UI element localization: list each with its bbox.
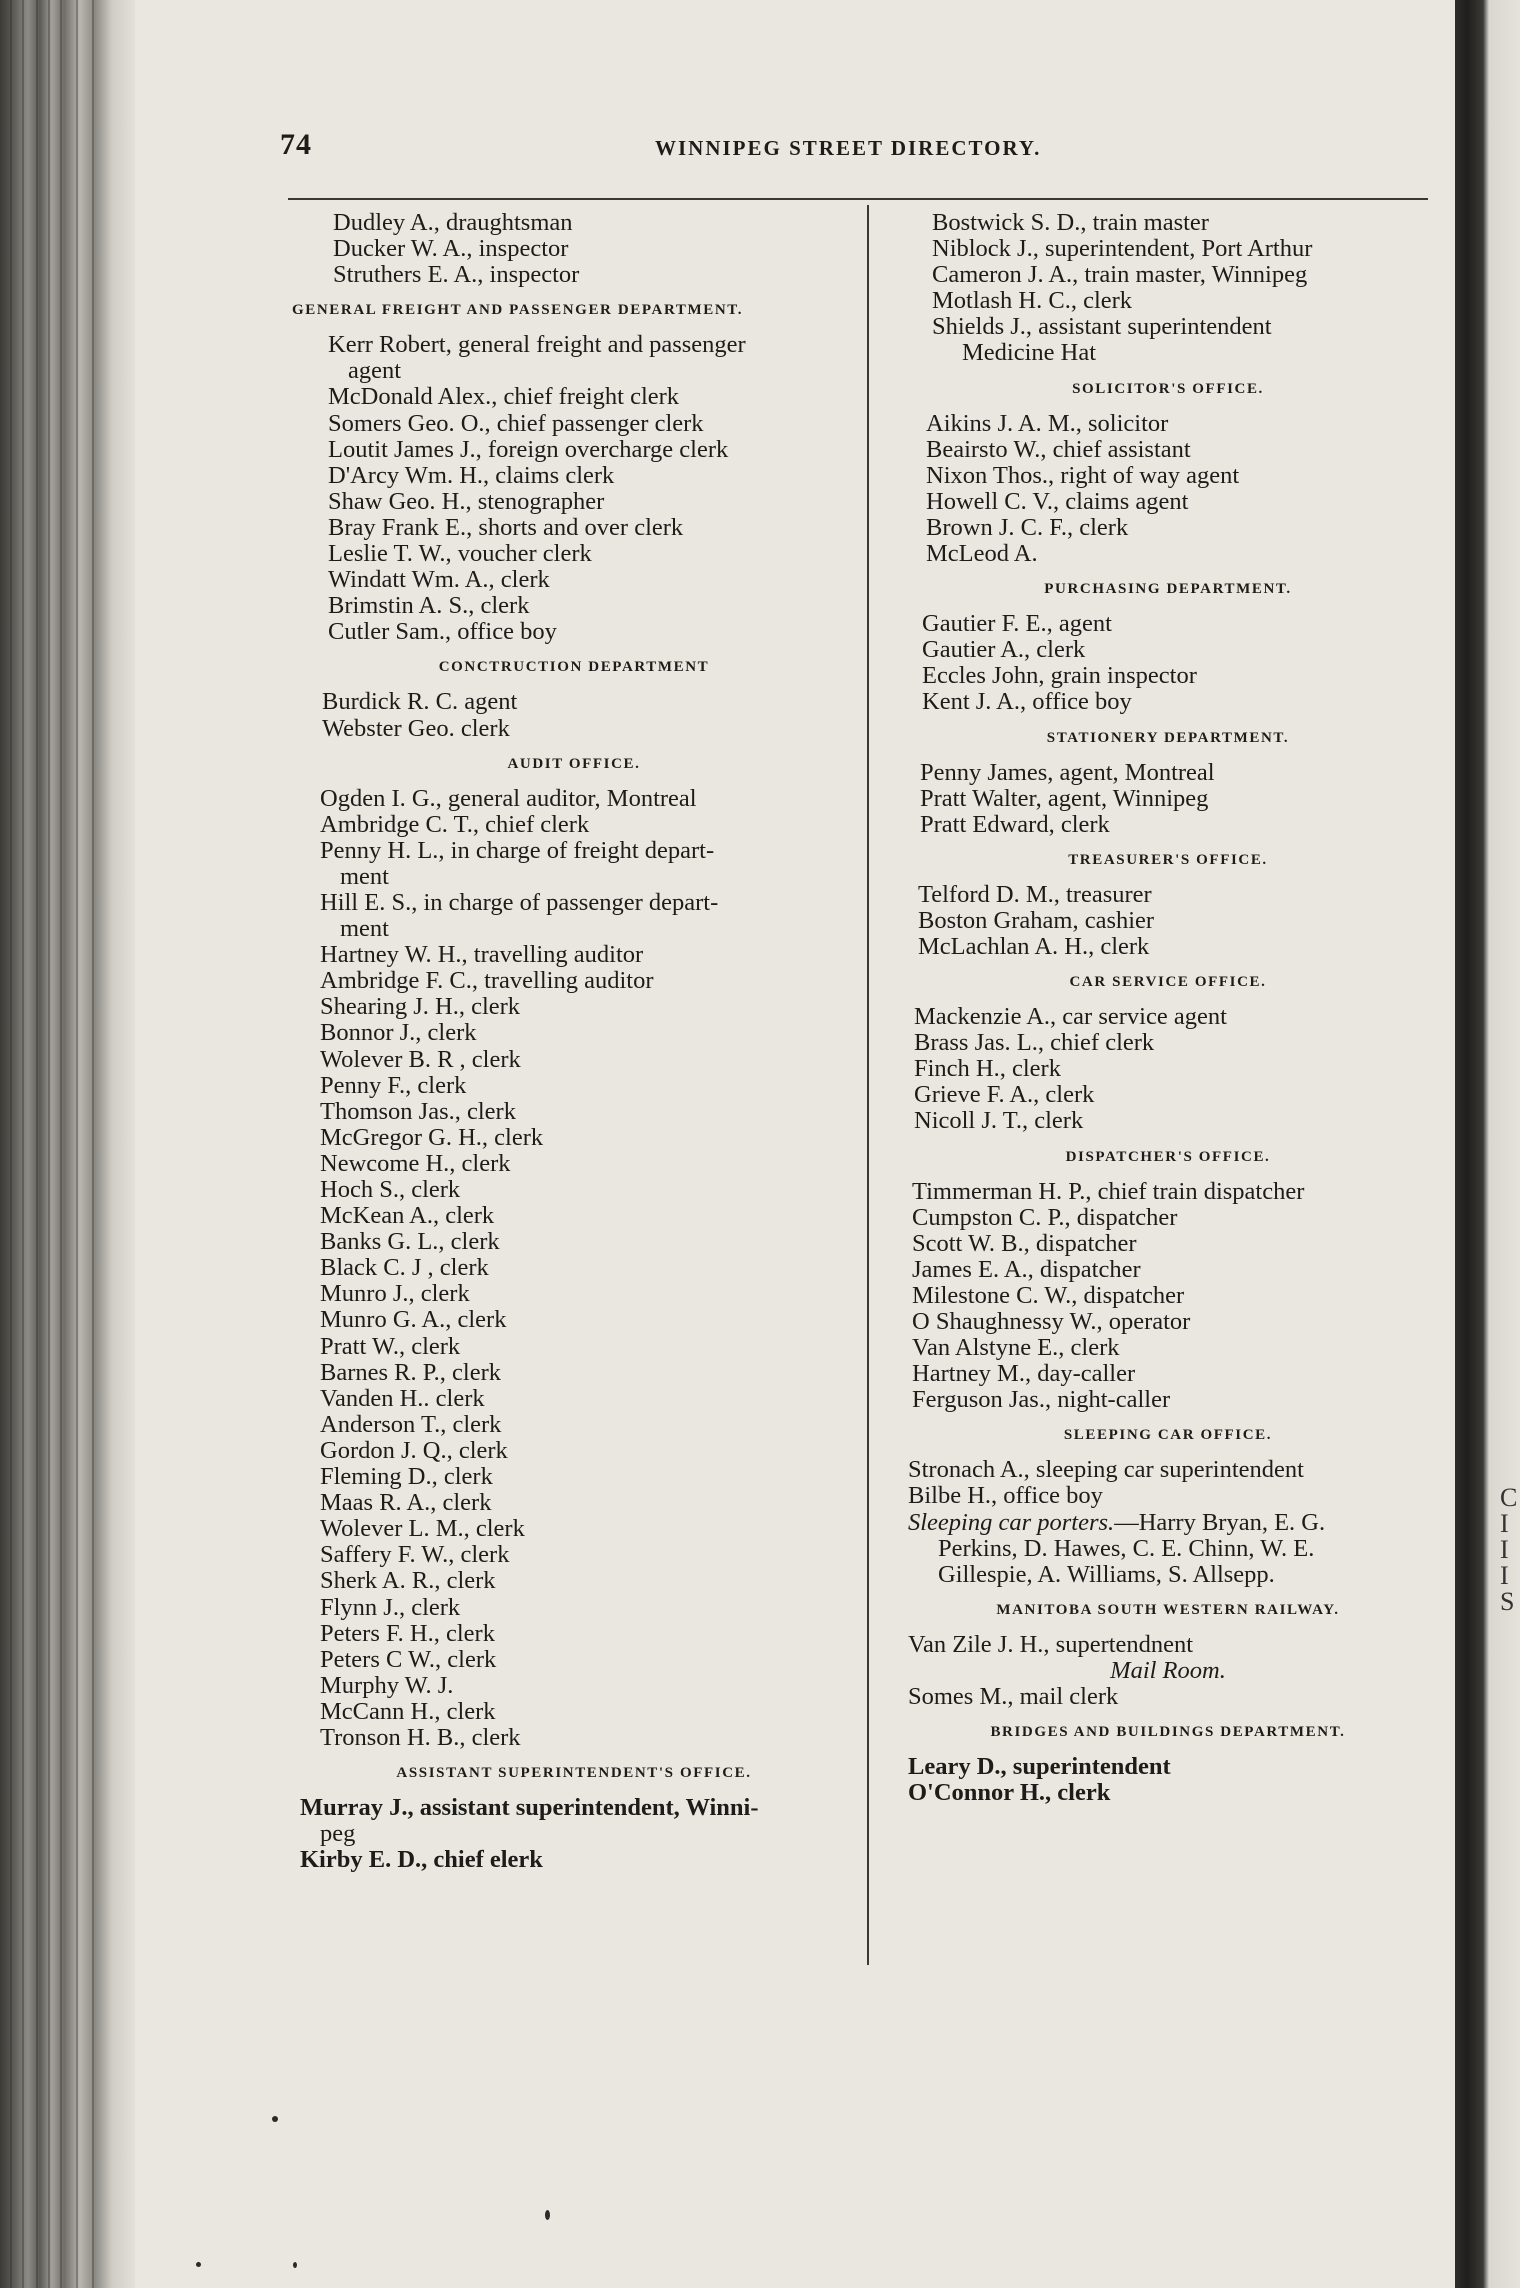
- section-heading: ASSISTANT SUPERINTENDENT'S OFFICE.: [396, 1765, 752, 1782]
- directory-entry: Newcome H., clerk: [320, 1149, 511, 1177]
- directory-entry: Somers Geo. O., chief passenger clerk: [328, 409, 704, 437]
- directory-entry: Motlash H. C., clerk: [932, 287, 1133, 315]
- directory-entry: Murphy W. J.: [320, 1671, 454, 1699]
- directory-entry: O Shaughnessy W., operator: [912, 1308, 1191, 1335]
- section-heading: CONCTRUCTION DEPARTMENT: [438, 659, 710, 676]
- directory-entry: Bonnor J., clerk: [320, 1019, 477, 1047]
- directory-entry: Banks G. L., clerk: [320, 1228, 500, 1256]
- directory-entry: Fleming D., clerk: [320, 1463, 493, 1491]
- edge-letter: S: [1500, 1587, 1515, 1616]
- section-entries: [908, 760, 1428, 838]
- directory-entry: Beairsto W., chief assistant: [926, 435, 1191, 463]
- subsection-heading: Mail Room.: [1110, 1656, 1226, 1684]
- directory-entry: Peters C W., clerk: [320, 1645, 497, 1673]
- directory-entry: McDonald Alex., chief freight clerk: [328, 383, 680, 411]
- page-title: WINNIPEG STREET DIRECTORY.: [655, 136, 1042, 160]
- directory-entry: Ducker W. A., inspector: [333, 235, 569, 263]
- directory-entry-continuation: Medicine Hat: [962, 339, 1097, 367]
- scan-speck: [272, 2116, 278, 2122]
- directory-entry: O'Connor H., clerk: [908, 1779, 1111, 1807]
- directory-entry: McGregor G. H., clerk: [320, 1123, 544, 1151]
- directory-entry: Cumpston C. P., dispatcher: [912, 1203, 1178, 1231]
- directory-entry: James E. A., dispatcher: [912, 1255, 1141, 1283]
- directory-entry: Pratt W., clerk: [320, 1332, 461, 1360]
- section-entries: [300, 689, 848, 741]
- directory-entry: Van Alstyne E., clerk: [912, 1334, 1120, 1362]
- directory-entry: Hartney W. H., travelling auditor: [320, 941, 644, 969]
- section-heading: BRIDGES AND BUILDINGS DEPARTMENT.: [990, 1724, 1346, 1741]
- directory-entry: Kent J. A., office boy: [922, 688, 1132, 716]
- directory-entry: Black C. J , clerk: [320, 1254, 489, 1282]
- directory-entry: Bostwick S. D., train master: [932, 209, 1209, 236]
- directory-entry: Ambridge F. C., travelling auditor: [320, 967, 654, 995]
- porters-entry: [908, 1510, 1428, 1536]
- directory-entry: Telford D. M., treasurer: [918, 880, 1152, 908]
- scan-speck: [196, 2262, 201, 2267]
- section-heading: PURCHASING DEPARTMENT.: [1044, 581, 1292, 598]
- facing-page-edge: [1455, 0, 1520, 2288]
- directory-entry: Wolever L. M., clerk: [320, 1515, 525, 1543]
- directory-entry: Thomson Jas., clerk: [320, 1097, 516, 1125]
- section-entries: [300, 332, 848, 645]
- directory-entry-continuation: ment: [340, 915, 389, 943]
- section-entries: [300, 786, 848, 1751]
- directory-entry: Leary D., superintendent: [908, 1753, 1171, 1781]
- directory-entry: Hartney M., day-caller: [912, 1360, 1136, 1388]
- section-entries: [908, 1457, 1428, 1587]
- porters-continuation: Gillespie, A. Williams, S. Allsepp.: [938, 1560, 1275, 1588]
- directory-entry: Vanden H.. clerk: [320, 1384, 485, 1412]
- directory-entry: Grieve F. A., clerk: [914, 1081, 1095, 1109]
- edge-letter: I: [1500, 1561, 1509, 1590]
- directory-entry: Ferguson Jas., night-caller: [912, 1386, 1171, 1414]
- edge-letter: I: [1500, 1509, 1509, 1538]
- directory-entry: McLeod A.: [926, 540, 1038, 568]
- edge-letter: I: [1500, 1535, 1509, 1564]
- section-heading: SLEEPING CAR OFFICE.: [1063, 1427, 1273, 1444]
- directory-entry: Barnes R. P., clerk: [320, 1358, 501, 1386]
- directory-entry: Anderson T., clerk: [320, 1410, 502, 1438]
- section-entries: [908, 882, 1428, 960]
- directory-entry: Timmerman H. P., chief train dispatcher: [912, 1177, 1305, 1205]
- directory-entry: D'Arcy Wm. H., claims clerk: [328, 461, 615, 489]
- directory-entry: Nixon Thos., right of way agent: [926, 461, 1240, 489]
- intro-entries: [300, 210, 848, 288]
- directory-entry: Windatt Wm. A., clerk: [328, 566, 550, 594]
- scan-speck: [293, 2262, 297, 2268]
- directory-entry: Brimstin A. S., clerk: [328, 592, 530, 620]
- porters-names: —Harry Bryan, E. G.: [1114, 1508, 1326, 1536]
- directory-entry: Loutit James J., foreign overcharge clerk: [328, 435, 729, 463]
- directory-entry: Maas R. A., clerk: [320, 1489, 492, 1517]
- directory-entry: Gautier A., clerk: [922, 636, 1086, 664]
- section-entries: [908, 1754, 1428, 1806]
- scan-speck: [545, 2210, 550, 2220]
- section-heading: DISPATCHER'S OFFICE.: [1065, 1148, 1271, 1165]
- directory-entry: Peters F. H., clerk: [320, 1619, 495, 1647]
- directory-entry: Finch H., clerk: [914, 1055, 1061, 1083]
- directory-entry-continuation: agent: [348, 357, 402, 385]
- directory-entry: Shearing J. H., clerk: [320, 993, 521, 1021]
- directory-entry: McLachlan A. H., clerk: [918, 932, 1150, 960]
- directory-entry: Murray J., assistant superintendent, Winni-: [300, 1794, 759, 1822]
- section-heading: AUDIT OFFICE.: [507, 755, 641, 772]
- directory-entry: Hoch S., clerk: [320, 1176, 461, 1203]
- intro-entries: [908, 210, 1428, 367]
- directory-entry: Gordon J. Q., clerk: [320, 1436, 508, 1464]
- right-column: [908, 210, 1428, 1806]
- directory-entry: Brass Jas. L., chief clerk: [914, 1029, 1155, 1057]
- directory-entry: Leslie T. W., voucher clerk: [328, 540, 592, 568]
- directory-entry: Munro J., clerk: [320, 1280, 470, 1308]
- directory-entry: Burdick R. C. agent: [322, 688, 518, 716]
- page-number: 74: [280, 128, 312, 161]
- directory-entry: Bray Frank E., shorts and over clerk: [328, 513, 684, 541]
- directory-entry: Penny H. L., in charge of freight depart-: [320, 836, 715, 864]
- directory-entry: Gautier F. E., agent: [922, 610, 1112, 638]
- directory-entry: Flynn J., clerk: [320, 1593, 461, 1621]
- directory-entry: Webster Geo. clerk: [322, 714, 510, 742]
- directory-entry: Boston Graham, cashier: [918, 906, 1155, 934]
- directory-entry: Shields J., assistant superintendent: [932, 313, 1272, 341]
- column-divider: [867, 205, 869, 1965]
- directory-entry: Wolever B. R , clerk: [320, 1045, 521, 1073]
- directory-entry: Mackenzie A., car service agent: [914, 1003, 1227, 1031]
- directory-entry: Ambridge C. T., chief clerk: [320, 810, 590, 838]
- directory-entry: Stronach A., sleeping car superintendent: [908, 1456, 1304, 1484]
- directory-entry: Cameron J. A., train master, Winnipeg: [932, 261, 1308, 289]
- directory-entry: Sherk A. R., clerk: [320, 1567, 496, 1595]
- section-heading: MANITOBA SOUTH WESTERN RAILWAY.: [996, 1601, 1340, 1618]
- directory-entry: Van Zile J. H., supertendnent: [908, 1630, 1194, 1658]
- directory-entry: Pratt Walter, agent, Winnipeg: [920, 784, 1209, 812]
- directory-entry: Kirby E. D., chief elerk: [300, 1846, 543, 1874]
- directory-entry: Penny James, agent, Montreal: [920, 758, 1215, 786]
- section-entries: [908, 1004, 1428, 1134]
- edge-letter: C: [1500, 1483, 1518, 1512]
- directory-entry: Bilbe H., office boy: [908, 1482, 1103, 1510]
- book-spine-edge: [0, 0, 135, 2288]
- section-heading: STATIONERY DEPARTMENT.: [1046, 729, 1290, 746]
- directory-entry: Saffery F. W., clerk: [320, 1541, 510, 1569]
- section-heading: SOLICITOR'S OFFICE.: [1072, 380, 1264, 397]
- directory-entry: McCann H., clerk: [320, 1697, 496, 1725]
- directory-entry: Hill E. S., in charge of passenger depart-: [320, 888, 719, 916]
- directory-entry-continuation: ment: [340, 862, 389, 890]
- directory-entry: Penny F., clerk: [320, 1071, 467, 1099]
- directory-entry: Tronson H. B., clerk: [320, 1723, 521, 1751]
- directory-entry: Struthers E. A., inspector: [333, 261, 580, 289]
- section-entries: [908, 1179, 1428, 1414]
- directory-entry-continuation: peg: [320, 1820, 356, 1848]
- directory-entry: Munro G. A., clerk: [320, 1306, 507, 1334]
- section-entries: [908, 611, 1428, 715]
- directory-entry: Kerr Robert, general freight and passenger: [328, 331, 746, 359]
- section-entries: [300, 1795, 848, 1873]
- section-heading: TREASURER'S OFFICE.: [1068, 851, 1268, 868]
- page-header: [280, 128, 1450, 168]
- facing-page-letters: [1500, 1485, 1520, 1615]
- directory-entry: Shaw Geo. H., stenographer: [328, 487, 605, 515]
- directory-entry: Somes M., mail clerk: [908, 1683, 1119, 1711]
- porters-label: Sleeping car porters.: [908, 1508, 1115, 1536]
- directory-entry: Cutler Sam., office boy: [328, 618, 557, 646]
- directory-entry: Brown J. C. F., clerk: [926, 513, 1129, 541]
- directory-entry: Scott W. B., dispatcher: [912, 1229, 1137, 1257]
- section-heading: CAR SERVICE OFFICE.: [1069, 974, 1267, 991]
- directory-entry: Milestone C. W., dispatcher: [912, 1281, 1185, 1309]
- directory-entry: Ogden I. G., general auditor, Montreal: [320, 784, 697, 812]
- porters-continuation: Perkins, D. Hawes, C. E. Chinn, W. E.: [938, 1534, 1315, 1562]
- section-entries: [908, 1632, 1428, 1710]
- directory-entry: Nicoll J. T., clerk: [914, 1107, 1084, 1135]
- directory-entry: Eccles John, grain inspector: [922, 662, 1197, 690]
- header-rule: [288, 198, 1428, 200]
- directory-entry: McKean A., clerk: [320, 1202, 495, 1230]
- directory-entry: Dudley A., draughtsman: [333, 209, 573, 236]
- left-column: [292, 209, 848, 1874]
- section-heading: GENERAL FREIGHT AND PASSENGER DEPARTMENT.: [292, 302, 744, 319]
- directory-entry: Howell C. V., claims agent: [926, 487, 1189, 515]
- directory-entry: Aikins J. A. M., solicitor: [926, 409, 1169, 437]
- section-entries: [908, 411, 1428, 568]
- directory-entry: Niblock J., superintendent, Port Arthur: [932, 235, 1313, 263]
- directory-entry: Pratt Edward, clerk: [920, 810, 1110, 838]
